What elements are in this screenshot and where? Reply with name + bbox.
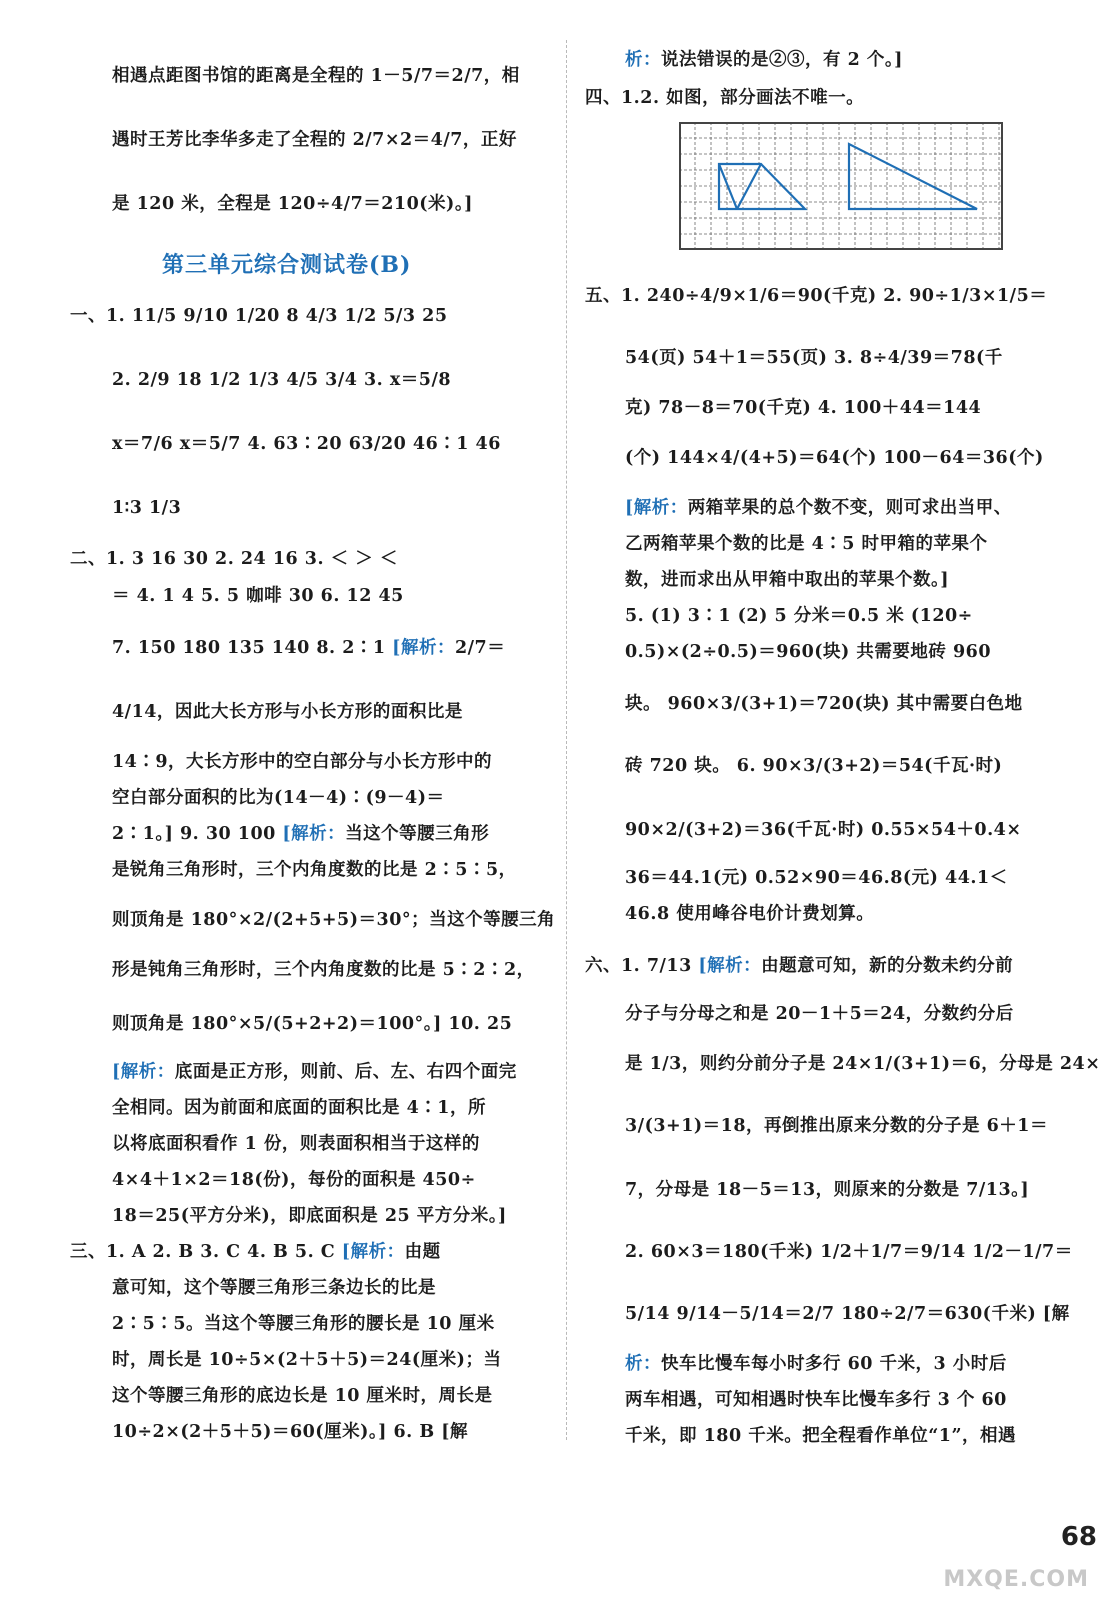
text-line: x＝7/6 x＝5/7 4. 63∶20 63/20 46∶1 46 xyxy=(112,434,501,454)
text-line: 7. 150 180 135 140 8. 2∶1 [解析：2/7＝ xyxy=(112,638,506,658)
text-line: 则顶角是 180°×5/(5+2+2)＝100°。] 10. 25 xyxy=(112,1014,513,1034)
text-line: 3/(3+1)＝18，再倒推出原来分数的分子是 6＋1＝ xyxy=(625,1116,1048,1136)
triangle-grid-figure xyxy=(679,122,1003,250)
text-line: 克) 78－8＝70(千克) 4. 100＋44＝144 xyxy=(625,398,982,418)
text-line: [解析：底面是正方形，则前、后、左、右四个面完 xyxy=(112,1062,517,1082)
text-line: 五、1. 240÷4/9×1/6＝90(千克) 2. 90÷1/3×1/5＝ xyxy=(585,286,1048,306)
text-line: 2. 60×3＝180(千米) 1/2＋1/7＝9/14 1/2－1/7＝ xyxy=(625,1242,1073,1262)
text-line: 析：快车比慢车每小时多行 60 千米，3 小时后 xyxy=(625,1354,1007,1374)
text-line: 是 120 米，全程是 120÷4/7＝210(米)。] xyxy=(112,194,473,214)
text-line: 三、1. A 2. B 3. C 4. B 5. C [解析：由题 xyxy=(70,1242,441,1262)
page-number: 68 xyxy=(1060,1522,1097,1552)
text-line: 意可知，这个等腰三角形三条边长的比是 xyxy=(112,1278,436,1298)
text-line: 析：说法错误的是②③，有 2 个。] xyxy=(625,50,903,70)
column-divider xyxy=(566,40,567,1440)
text-line: 54(页) 54＋1＝55(页) 3. 8÷4/39＝78(千 xyxy=(625,348,1003,368)
text-line: 是 1/3，则约分前分子是 24×1/(3+1)＝6，分母是 24× xyxy=(625,1054,1101,1074)
text-line: 10÷2×(2＋5＋5)＝60(厘米)。] 6. B [解 xyxy=(112,1422,469,1442)
text-line: 形是钝角三角形时，三个内角度数的比是 5∶2∶2， xyxy=(112,960,535,980)
text-line: 相遇点距图书馆的距离是全程的 1－5/7＝2/7，相 xyxy=(112,66,520,86)
text-line: 六、1. 7/13 [解析：由题意可知，新的分数未约分前 xyxy=(585,956,1014,976)
text-line: 7，分母是 18－5＝13，则原来的分数是 7/13。] xyxy=(625,1180,1030,1200)
text-line: [解析：两箱苹果的总个数不变，则可求出当甲、 xyxy=(625,498,1012,518)
text-line: 1∶3 1/3 xyxy=(112,498,182,518)
text-line: 时，周长是 10÷5×(2＋5＋5)＝24(厘米)；当 xyxy=(112,1350,502,1370)
text-line: 5/14 9/14－5/14＝2/7 180÷2/7＝630(千米) [解 xyxy=(625,1304,1070,1324)
text-line: 这个等腰三角形的底边长是 10 厘米时，周长是 xyxy=(112,1386,493,1406)
text-line: 2∶1。] 9. 30 100 [解析：当这个等腰三角形 xyxy=(112,824,490,844)
text-line: 全相同。因为前面和底面的面积比是 4∶1，所 xyxy=(112,1098,486,1118)
text-line: (个) 144×4/(4+5)＝64(个) 100－64＝36(个) xyxy=(625,448,1044,468)
text-line: 36＝44.1(元) 0.52×90＝46.8(元) 44.1＜ xyxy=(625,868,1008,888)
text-line: 千米，即 180 千米。把全程看作单位“1”，相遇 xyxy=(625,1426,1017,1446)
text-line: 是锐角三角形时，三个内角度数的比是 2∶5∶5， xyxy=(112,860,517,880)
text-line: 二、1. 3 16 30 2. 24 16 3. ＜ ＞ ＜ xyxy=(70,549,398,569)
text-line: 一、1. 11/5 9/10 1/20 8 4/3 1/2 5/3 25 xyxy=(70,306,448,326)
text-line: 以将底面积看作 1 份，则表面积相当于这样的 xyxy=(112,1134,480,1154)
text-line: 90×2/(3+2)＝36(千瓦·时) 0.55×54＋0.4× xyxy=(625,820,1022,840)
text-line: 分子与分母之和是 20－1＋5＝24，分数约分后 xyxy=(625,1004,1014,1024)
text-line: 两车相遇，可知相遇时快车比慢车多行 3 个 60 xyxy=(625,1390,1007,1410)
text-line: 砖 720 块。 6. 90×3/(3+2)＝54(千瓦·时) xyxy=(625,756,1003,776)
text-line: 18＝25(平方分米)，即底面积是 25 平方分米。] xyxy=(112,1206,507,1226)
text-line: 块。 960×3/(3+1)＝720(块) 其中需要白色地 xyxy=(625,694,1023,714)
text-line: 数，进而求出从甲箱中取出的苹果个数。] xyxy=(625,570,950,590)
text-line: 4×4＋1×2＝18(份)，每份的面积是 450÷ xyxy=(112,1170,476,1190)
text-line: 则顶角是 180°×2/(2+5+5)＝30°；当这个等腰三角 xyxy=(112,910,556,930)
text-line: 14∶9，大长方形中的空白部分与小长方形中的 xyxy=(112,752,493,772)
watermark-text: MXQE.COM xyxy=(943,1567,1089,1592)
text-line: 0.5)×(2÷0.5)＝960(块) 共需要地砖 960 xyxy=(625,642,992,662)
text-line: 乙两箱苹果个数的比是 4∶5 时甲箱的苹果个 xyxy=(625,534,988,554)
text-line: 5. (1) 3∶1 (2) 5 分米＝0.5 米 (120÷ xyxy=(625,606,973,626)
text-line: 四、1.2. 如图，部分画法不唯一。 xyxy=(585,88,865,108)
text-line: 空白部分面积的比为(14－4)∶(9－4)＝ xyxy=(112,788,445,808)
text-line: 2∶5∶5。当这个等腰三角形的腰长是 10 厘米 xyxy=(112,1314,495,1334)
text-line: 46.8 使用峰谷电价计费划算。 xyxy=(625,904,875,924)
text-line: ＝ 4. 1 4 5. 5 咖啡 30 6. 12 45 xyxy=(112,586,404,606)
text-line: 4/14，因此大长方形与小长方形的面积比是 xyxy=(112,702,463,722)
section-title: 第三单元综合测试卷(B) xyxy=(162,252,412,278)
text-line: 2. 2/9 18 1/2 1/3 4/5 3/4 3. x＝5/8 xyxy=(112,370,452,390)
large-triangle-shape xyxy=(849,144,977,209)
text-line: 遇时王芳比李华多走了全程的 2/7×2＝4/7，正好 xyxy=(112,130,517,150)
